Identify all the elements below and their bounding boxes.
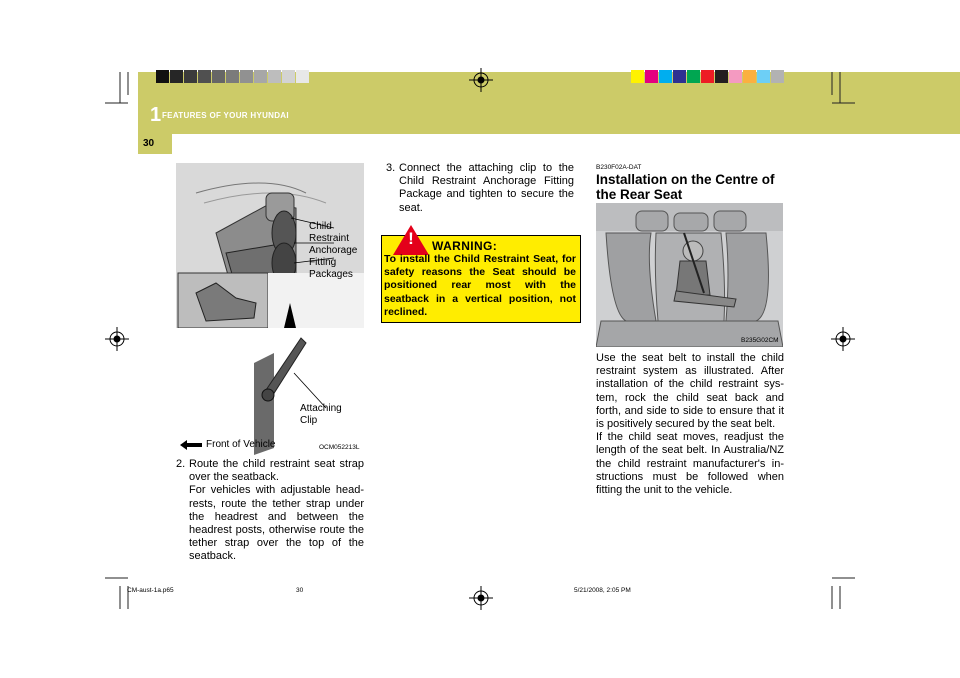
- step-2-text: Route the child restraint seat strap over the seatback. For vehicles with adjustable head-rests, route the tether strap under the headrest and between the headrest posts, otherwise route the tether strap over the top of the seatback.: [189, 458, 364, 563]
- warning-exclamation: !: [408, 229, 414, 248]
- front-arrow-icon: [180, 440, 202, 450]
- registration-mark-right: [831, 327, 855, 351]
- section-body-text: Use the seat belt to install the child restraint system as illustrated. After installation of the child restraint sys-tem, rock the child seat back and forth, and side to side to ensure that it is positively secured by the seat belt. If the child seat moves, readjust the length of the seat belt. In Australia/NZ the child restraint manufacturer's in-structions must be followed when fitting the unit to the vehicle.: [596, 352, 784, 497]
- page-number: 30: [143, 138, 155, 149]
- photo-code: B235G02CM: [741, 337, 779, 344]
- step-3-text: Connect the attaching clip to the Child Restraint Anchorage Fitting Package and tighten to secure the seat.: [399, 162, 574, 214]
- step-2: [176, 458, 364, 564]
- warning-text: To install the Child Restraint Seat, for safety reasons the Seat should be positioned rear most with the seatback in a vertical position, not reclined.: [384, 253, 576, 318]
- rear-seat-photo: [596, 203, 783, 347]
- rear-seat-image: [596, 203, 783, 347]
- step-3: [386, 162, 574, 215]
- footer-date: 5/21/2008, 2:05 PM: [574, 587, 631, 594]
- callout-attaching-clip: Attaching Clip: [300, 403, 342, 426]
- section-title: Installation on the Centre of the Rear Seat: [596, 172, 775, 202]
- registration-mark-top: [469, 68, 493, 92]
- section-code: B230F02A-DAT: [596, 164, 642, 171]
- figure-code: OCM052213L: [319, 444, 360, 451]
- warning-title: WARNING:: [432, 239, 498, 253]
- step-2-number: 2.: [176, 458, 186, 470]
- footer-page: 30: [296, 587, 304, 594]
- callout-anchorage-packages: Child Restraint Anchorage Fitting Packages: [309, 221, 358, 280]
- footer-file: CM-aust-1a.p65: [127, 587, 174, 594]
- step-3-number: 3.: [386, 162, 396, 174]
- chapter-number: 1: [150, 104, 162, 126]
- registration-mark-left: [105, 327, 129, 351]
- registration-mark-bottom: [469, 586, 493, 610]
- chapter-title: FEATURES OF YOUR HYUNDAI: [162, 111, 289, 120]
- front-of-vehicle-label: Front of Vehicle: [206, 439, 276, 450]
